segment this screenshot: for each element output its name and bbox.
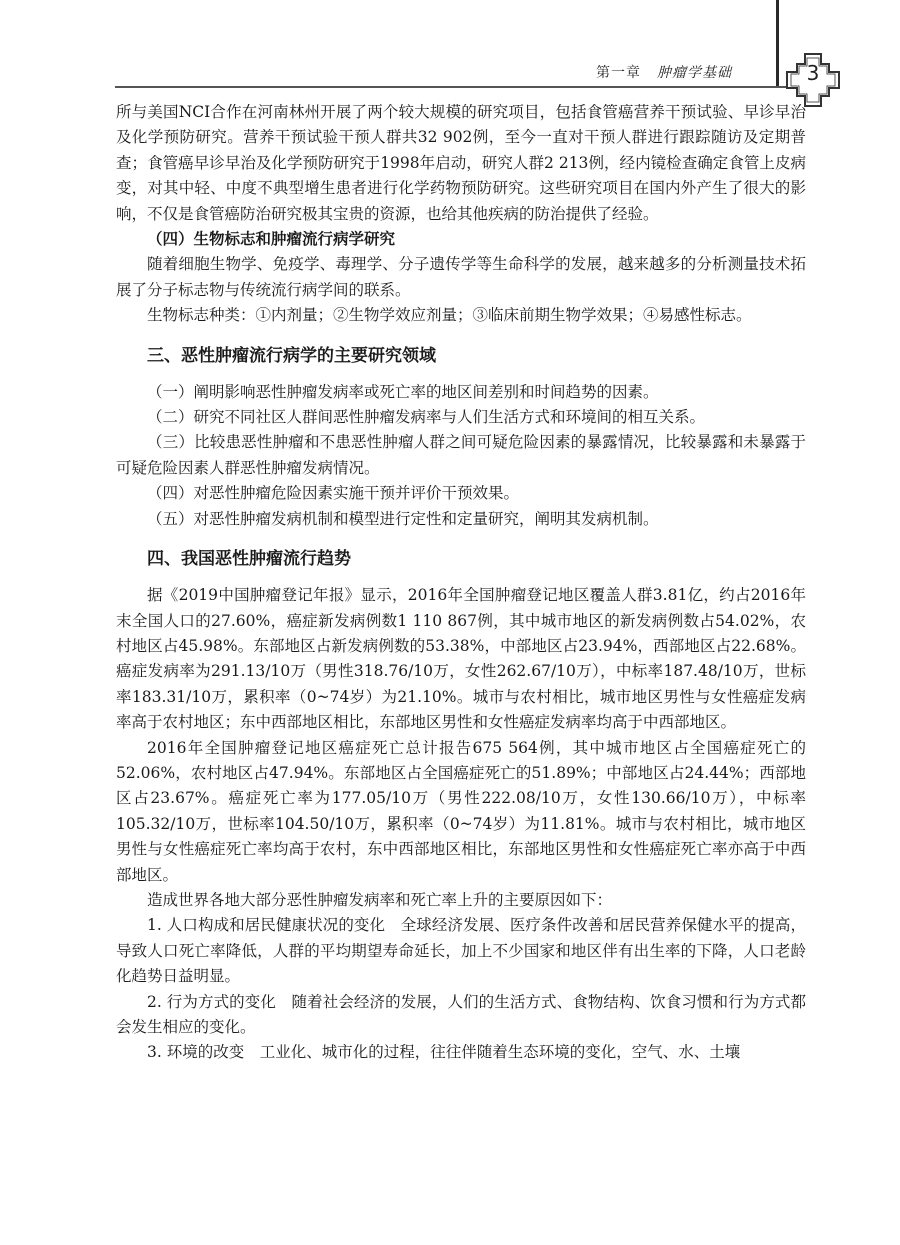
list-item: （三）比较患恶性肿瘤和不患恶性肿瘤人群之间可疑危险因素的暴露情况，比较暴露和未暴露于可疑危险因素人群恶性肿瘤发病情况。 bbox=[116, 433, 806, 477]
list-item: （二）研究不同社区人群间恶性肿瘤发病率与人们生活方式和环境间的相互关系。 bbox=[147, 408, 706, 427]
paragraph-9: 3. 环境的改变 工业化、城市化的过程，往往伴随着生态环境的变化，空气、水、土壤 bbox=[147, 1043, 741, 1062]
chapter-label: 第一章 bbox=[596, 65, 641, 81]
list-item: （五）对恶性肿瘤发病机制和模型进行定性和定量研究，阐明其发病机制。 bbox=[147, 509, 659, 528]
running-header bbox=[596, 62, 732, 82]
paragraph-6: 造成世界各地大部分恶性肿瘤发病率和死亡率上升的主要原因如下： bbox=[147, 890, 613, 909]
section-heading-3: 三、恶性肿瘤流行病学的主要研究领域 bbox=[147, 345, 436, 366]
paragraph-7: 1. 人口构成和居民健康状况的变化 全球经济发展、医疗条件改善和居民营养保健水平的提高，导致人口死亡率降低，人群的平均期望寿命延长，加上不少国家和地区伴有出生率的下降，人口老龄化趋势日益明显。 bbox=[116, 916, 806, 986]
list-item: （一）阐明影响恶性肿瘤发病率或死亡率的地区间差别和时间趋势的因素。 bbox=[147, 382, 659, 401]
header-horizontal-rule bbox=[115, 86, 827, 88]
page-body bbox=[116, 100, 806, 1066]
paragraph-2: 随着细胞生物学、免疫学、毒理学、分子遗传学等生命科学的发展，越来越多的分析测量技术拓展了分子标志物与传统流行病学间的联系。 bbox=[116, 255, 806, 299]
paragraph-1: 所与美国NCI合作在河南林州开展了两个较大规模的研究项目，包括食管癌营养干预试验、早诊早治及化学预防研究。营养干预试验干预人群共32 902例，至今一直对干预人群进行跟踪随访及定期普查；食管癌早诊早治及化学预防研究于1998年启动，研究人群2 213例，经内镜检查确定食管上皮病变，对其中轻、中度不典型增生患者进行化学药物预防研究。这些研究项目在国内外产生了很大的影响，不仅是食管癌防治研究极其宝贵的资源，也给其他疾病的防治提供了经验。 bbox=[116, 103, 806, 223]
paragraph-8: 2. 行为方式的变化 随着社会经济的发展，人们的生活方式、食物结构、饮食习惯和行为方式都会发生相应的变化。 bbox=[116, 992, 806, 1036]
paragraph-4: 据《2019中国肿瘤登记年报》显示，2016年全国肿瘤登记地区覆盖人群3.81亿，约占2016年末全国人口的27.60%，癌症新发病例数1 110 867例，其中城市地区的新发病例数占54.02%，农村地区占45.98%。东部地区占新发病例数的53.38%，中部地区占23.94%，西部地区占22.68%。癌症发病率为291.13/10万（男性318.76/10万，女性262.67/10万），中标率187.48/10万，世标率183.31/10万，累积率（0~74岁）为21.10%。城市与农村相比，城市地区男性与女性癌症发病率高于农村地区；东中西部地区相比，东部地区男性和女性癌症发病率均高于中西部地区。 bbox=[116, 586, 806, 732]
header-vertical-rule bbox=[776, 0, 779, 88]
chapter-title: 肿瘤学基础 bbox=[657, 65, 732, 81]
list-item: （四）对恶性肿瘤危险因素实施干预并评价干预效果。 bbox=[147, 484, 520, 503]
page-number: 3 bbox=[806, 61, 820, 85]
paragraph-5: 2016年全国肿瘤登记地区癌症死亡总计报告675 564例，其中城市地区占全国癌症死亡的52.06%，农村地区占47.94%。东部地区占全国癌症死亡的51.89%；中部地区占24.44%；西部地区占23.67%。癌症死亡率为177.05/10万（男性222.08/10万，女性130.66/10万），中标率105.32/10万，世标率104.50/10万，累积率（0~74岁）为11.81%。城市与农村相比，城市地区男性与女性癌症死亡率均高于农村，东中西部地区相比，东部地区男性和女性癌症死亡率亦高于中西部地区。 bbox=[116, 738, 806, 884]
section-heading-4: 四、我国恶性肿瘤流行趋势 bbox=[147, 549, 351, 570]
paragraph-3: 生物标志种类：①内剂量；②生物学效应剂量；③临床前期生物学效果；④易感性标志。 bbox=[147, 306, 752, 325]
subheading-biomarkers: （四）生物标志和肿瘤流行病学研究 bbox=[147, 230, 396, 249]
